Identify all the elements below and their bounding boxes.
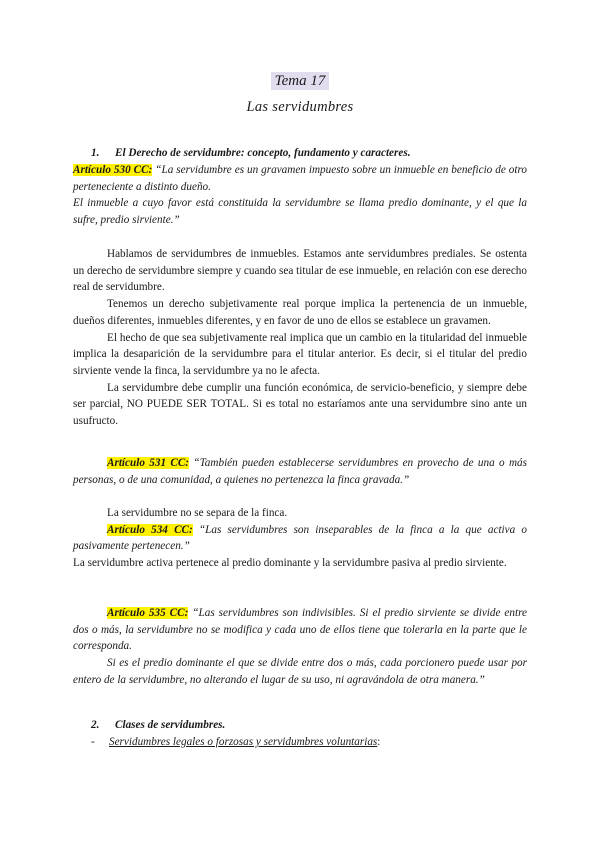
bullet-1-text: Servidumbres legales o forzosas y servidumbres voluntarias (109, 736, 378, 748)
section-2-number: 2. (91, 719, 100, 731)
paragraph-4: La servidumbre debe cumplir una función económica, de servicio-beneficio, y siempre debe ser parcial, NO PUEDE SER TOTAL. Si es total no estaríamos ante una servidumbre sino ante un usufructo. (73, 381, 527, 428)
section-2-heading (73, 717, 527, 734)
paragraph-1: Hablamos de servidumbres de inmuebles. Estamos ante servidumbres prediales. Se ostenta un derecho de servidumbre siempre y cuando sea titular de ese inmueble, en relación con ese derecho real de servidumbre. (73, 248, 527, 294)
document-subtitle: Las servidumbres (246, 99, 354, 115)
paragraph-6: La servidumbre activa pertenece al predio dominante y la servidumbre pasiva al predio sirviente. (73, 557, 507, 570)
bullet-dash: - (91, 736, 95, 748)
section-1-title: El Derecho de servidumbre: concepto, fundamento y caracteres. (115, 147, 411, 159)
article-531-text: “También pueden establecerse servidumbres en provecho de una o más personas, o de una comunidad, a quienes no pertenezca la finca gravada.” (73, 457, 528, 486)
bullet-1-colon: : (377, 736, 381, 748)
article-530-label: Artículo 530 CC: (73, 164, 153, 176)
article-534-text: “Las servidumbres son inseparables de la finca a la que activa o pasivamente pertenecen.” (73, 523, 528, 553)
title-highlight: Tema 17 (271, 72, 330, 90)
paragraph-3: El hecho de que sea subjetivamente real implica que un cambio en la titularidad del inmueble implica la desaparición de la servidumbre para el titular anterior. Es decir, si el titular del predio sirviente vende la finca, la servidumbre ya no le afecta. (73, 331, 527, 377)
article-535-text-2: Si es el predio dominante el que se divide entre dos o más, cada porcionero puede usar por entero de la servidumbre, no alterando el lugar de su uso, ni agravándola de otra manera.” (73, 657, 527, 686)
article-535-text: “Las servidumbres son indivisibles. Si el predio sirviente se divide entre dos o más, la servidumbre no se modifica y cada uno de ellos tiene que tolerarla en la parte que le corresponda. (73, 607, 528, 653)
document-title (73, 73, 527, 90)
article-530-text-2: El inmueble a cuyo favor está constituida la servidumbre se llama predio dominante, y el que la sufre, predio sirviente.” (73, 197, 527, 227)
section-2-title: Clases de servidumbres. (115, 719, 226, 731)
article-534-label: Artículo 534 CC: (107, 523, 193, 536)
article-534-block (73, 505, 527, 572)
paragraph-2: Tenemos un derecho subjetivamente real porque implica la pertenencia de un inmueble, dueños diferentes, inmuebles diferentes, y en favor de uno de ellos se establece un gravamen. (73, 298, 527, 327)
article-531-label: Artículo 531 CC: (107, 457, 190, 469)
section-2-bullet-1 (73, 734, 527, 751)
body-paragraphs (73, 246, 527, 430)
article-530-block (73, 162, 527, 229)
section-1-heading (73, 145, 527, 162)
paragraph-5: La servidumbre no se separa de la finca. (107, 507, 288, 519)
article-531-block (73, 455, 527, 488)
article-535-block (73, 605, 527, 689)
article-530-text: “La servidumbre es un gravamen impuesto sobre un inmueble en beneficio de otro perteneciente a distinto dueño. (73, 164, 527, 193)
section-1-number: 1. (91, 147, 100, 159)
article-535-label: Artículo 535 CC: (107, 607, 189, 619)
